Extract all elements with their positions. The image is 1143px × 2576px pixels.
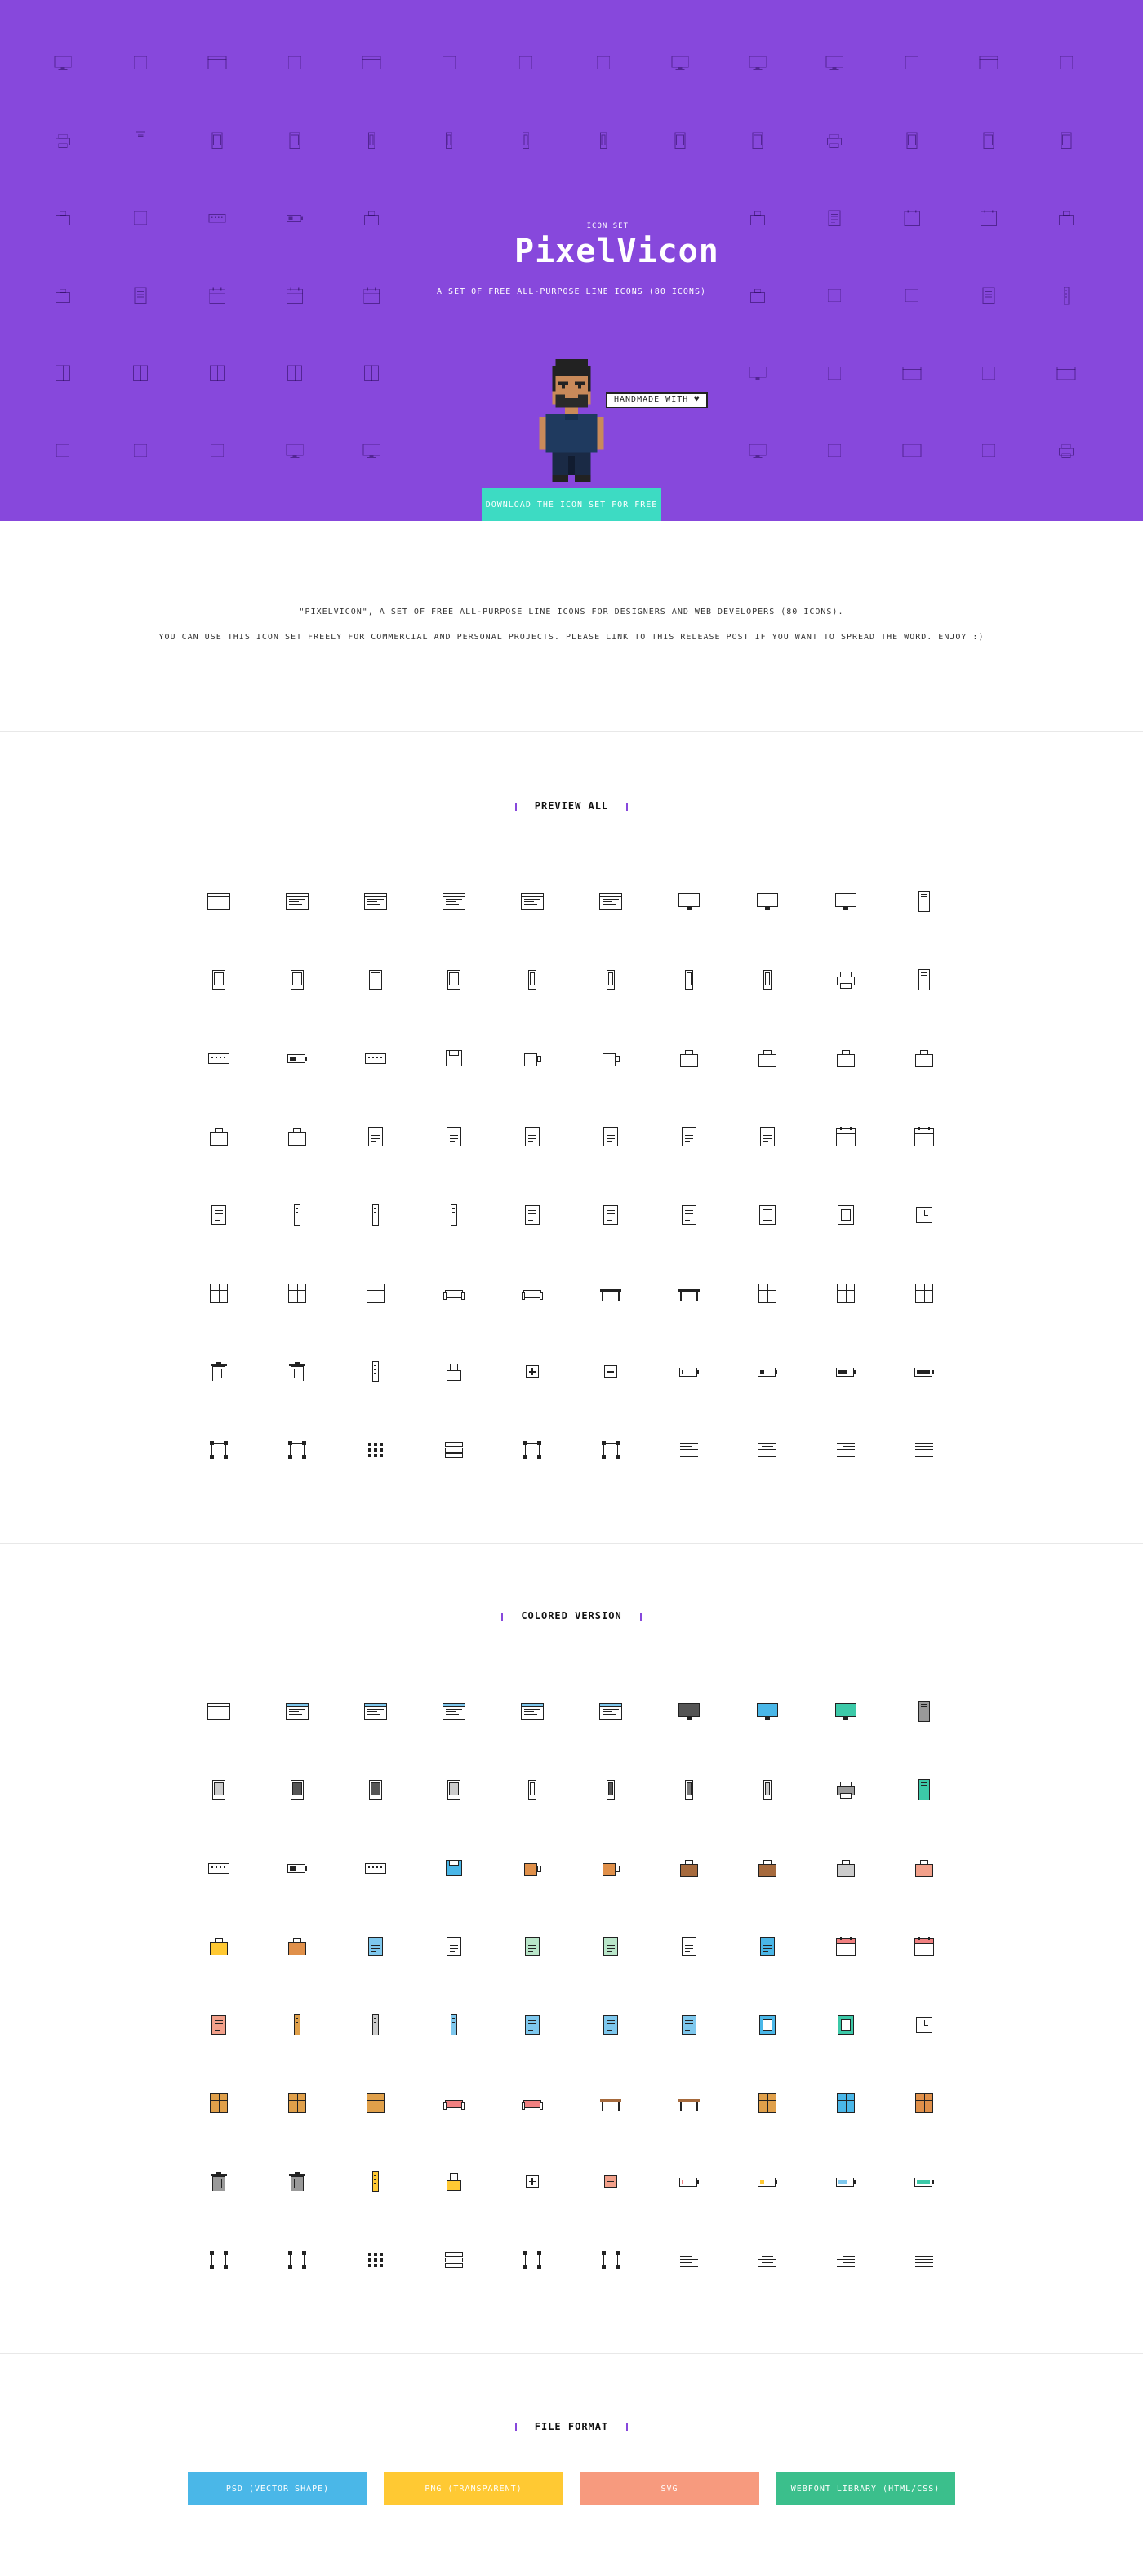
trash-can-icon[interactable]	[180, 1332, 258, 1411]
document-icon[interactable]	[728, 1907, 807, 1986]
background-wardrobe-icon	[51, 363, 75, 384]
stack-rows-icon[interactable]	[415, 1411, 493, 1489]
wardrobe-icon[interactable]	[180, 1254, 258, 1332]
printer-icon[interactable]	[807, 1751, 885, 1829]
laptop-icon[interactable]	[728, 1672, 807, 1751]
padlock-closed-icon[interactable]	[415, 1332, 493, 1411]
browser-window-icon[interactable]	[180, 862, 258, 941]
suitcase-icon[interactable]	[807, 1019, 885, 1097]
ruler-icon[interactable]	[258, 1176, 336, 1254]
vector-select-icon[interactable]	[180, 1411, 258, 1489]
background-calendar-icon	[976, 207, 1001, 229]
background-tablet-icon	[668, 130, 692, 151]
news-page-icon[interactable]	[650, 1986, 728, 2064]
armchair-icon[interactable]	[415, 1254, 493, 1332]
tea-cup-icon[interactable]	[572, 1019, 650, 1097]
background-window-icon	[205, 52, 229, 73]
hero-banner	[0, 0, 1143, 521]
padlock-open-icon[interactable]	[336, 2142, 415, 2221]
background-tower-icon	[128, 52, 153, 73]
toolbox-icon[interactable]	[728, 1019, 807, 1097]
sofa-icon[interactable]	[493, 2064, 572, 2142]
browser-list-icon[interactable]	[415, 862, 493, 941]
logo-title: PixelVicon	[514, 233, 719, 270]
vector-select-icon[interactable]	[180, 2221, 258, 2299]
background-window-icon	[900, 363, 924, 384]
text-page-icon[interactable]	[572, 1176, 650, 1254]
clipboard-check-icon[interactable]	[572, 1907, 650, 1986]
table-icon[interactable]	[650, 2064, 728, 2142]
padlock-closed-icon[interactable]	[415, 2142, 493, 2221]
coffee-mug-icon[interactable]	[493, 1019, 572, 1097]
background-clipboard-icon	[822, 207, 847, 229]
gift-box-icon[interactable]	[258, 1907, 336, 1986]
article-icon[interactable]	[493, 1176, 572, 1254]
tablet-home-icon[interactable]	[336, 941, 415, 1019]
background-phone-icon	[514, 130, 538, 151]
browser-window-icon[interactable]	[180, 1672, 258, 1751]
preview-title-text: PREVIEW ALL	[534, 800, 609, 812]
pixel-avatar-icon	[539, 359, 604, 488]
battery-charge-icon[interactable]	[258, 1019, 336, 1097]
marquee-select-icon[interactable]	[572, 2221, 650, 2299]
background-tower-icon	[822, 363, 847, 384]
background-bricks-icon	[359, 363, 384, 384]
briefcase-icon[interactable]	[650, 1829, 728, 1907]
monitor-icon[interactable]	[807, 1672, 885, 1751]
keyboard-icon[interactable]	[180, 1829, 258, 1907]
tablet-dark-icon[interactable]	[258, 1751, 336, 1829]
align-right-icon[interactable]	[807, 1411, 885, 1489]
background-window-icon	[900, 440, 924, 461]
align-center-icon[interactable]	[728, 2221, 807, 2299]
notebook-icon[interactable]	[415, 1097, 493, 1176]
desk-icon[interactable]	[572, 1254, 650, 1332]
background-phone-icon	[359, 130, 384, 151]
brick-wall-icon[interactable]	[885, 2064, 963, 2142]
suitcase-icon[interactable]	[807, 1829, 885, 1907]
logo	[514, 220, 719, 278]
background-laptop-icon	[359, 440, 384, 461]
format-title-text: FILE FORMAT	[534, 2421, 609, 2432]
background-window-icon	[1054, 363, 1079, 384]
window-frame-icon[interactable]	[807, 1254, 885, 1332]
handmade-badge: HANDMADE WITH ♥	[606, 392, 708, 408]
gift-box-icon[interactable]	[258, 1097, 336, 1176]
browser-grid-icon[interactable]	[493, 862, 572, 941]
imac-icon[interactable]	[650, 1672, 728, 1751]
background-bag-icon	[51, 207, 75, 229]
paint-brush-icon[interactable]	[336, 1176, 415, 1254]
gamepad-icon[interactable]	[336, 1019, 415, 1097]
keyboard-icon[interactable]	[180, 1019, 258, 1097]
background-calendar-icon	[900, 207, 924, 229]
table-icon[interactable]	[650, 1254, 728, 1332]
background-drawers-icon	[128, 363, 153, 384]
pen-icon[interactable]	[415, 1176, 493, 1254]
battery-empty-icon[interactable]	[650, 1332, 728, 1411]
webfont-format-button[interactable]: WEBFONT LIBRARY (HTML/CSS)	[776, 2472, 955, 2505]
trash-can-icon[interactable]	[180, 2142, 258, 2221]
window-frame-icon[interactable]	[807, 2064, 885, 2142]
toolbox-icon[interactable]	[728, 1829, 807, 1907]
divider	[0, 731, 1143, 732]
hero-tagline: A SET OF FREE ALL-PURPOSE LINE ICONS (80 ICONS)	[437, 287, 706, 296]
tablet-portrait-icon[interactable]	[180, 941, 258, 1019]
tablet-dark-icon[interactable]	[258, 941, 336, 1019]
crop-frame-icon[interactable]	[493, 2221, 572, 2299]
article-icon[interactable]	[493, 1986, 572, 2064]
background-layout-icon	[205, 440, 229, 461]
gamepad-icon[interactable]	[336, 1829, 415, 1907]
floppy-disk-icon[interactable]	[415, 1829, 493, 1907]
laptop-icon[interactable]	[728, 862, 807, 941]
format-section-title	[0, 2421, 1143, 2432]
crop-frame-icon[interactable]	[493, 1411, 572, 1489]
ipad-icon[interactable]	[415, 941, 493, 1019]
png-format-button[interactable]: PNG (TRANSPARENT)	[384, 2472, 563, 2505]
divider	[0, 2353, 1143, 2354]
vector-add-icon[interactable]	[258, 1411, 336, 1489]
logo-subtitle: ICON SET	[586, 222, 629, 230]
shopping-bag-icon[interactable]	[180, 1907, 258, 1986]
paint-brush-icon[interactable]	[336, 1986, 415, 2064]
marquee-select-icon[interactable]	[572, 1411, 650, 1489]
chest-of-drawers-icon[interactable]	[258, 2064, 336, 2142]
background-layout-icon	[1054, 52, 1079, 73]
briefcase-icon[interactable]	[650, 1019, 728, 1097]
add-box-icon[interactable]	[493, 2142, 572, 2221]
sofa-icon[interactable]	[493, 1254, 572, 1332]
battery-low-icon[interactable]	[728, 1332, 807, 1411]
background-laptop-icon	[745, 52, 770, 73]
browser-text-icon[interactable]	[336, 1672, 415, 1751]
background-medkit-icon	[128, 207, 153, 229]
title-bar-right	[626, 2423, 628, 2431]
background-layout-icon	[591, 52, 616, 73]
browser-apps-icon[interactable]	[572, 1672, 650, 1751]
chest-of-drawers-icon[interactable]	[258, 1254, 336, 1332]
calendar-date-icon[interactable]	[885, 1907, 963, 1986]
icon-grid-colored	[180, 1672, 963, 2299]
psd-format-button[interactable]: PSD (VECTOR SHAPE)	[188, 2472, 367, 2505]
calendar-date-icon[interactable]	[885, 1097, 963, 1176]
background-monitor-icon	[51, 52, 75, 73]
cabinet-icon[interactable]	[336, 2064, 415, 2142]
preview-section-title	[0, 800, 1143, 812]
background-layout-icon	[51, 440, 75, 461]
phone-icon[interactable]	[493, 1751, 572, 1829]
background-layout-icon	[437, 52, 461, 73]
cabinet-icon[interactable]	[336, 1254, 415, 1332]
intro-line-2: YOU CAN USE THIS ICON SET FREELY FOR COMMERCIAL AND PERSONAL PROJECTS. PLEASE LINK TO THIS RELEASE POST IF YOU WANT TO SPREAD THE WORD. ENJOY :)	[158, 633, 985, 642]
brick-wall-icon[interactable]	[885, 1254, 963, 1332]
background-calculator-icon	[128, 130, 153, 151]
calculator-icon[interactable]	[885, 1751, 963, 1829]
svg-format-button[interactable]: SVG	[580, 2472, 759, 2505]
pc-tower-icon[interactable]	[885, 862, 963, 941]
background-window-icon	[359, 52, 384, 73]
title-bar-left	[515, 803, 517, 811]
spiral-notebook-icon[interactable]	[180, 1986, 258, 2064]
align-right-icon[interactable]	[807, 2221, 885, 2299]
coffee-mug-icon[interactable]	[493, 1829, 572, 1907]
colored-title-text: COLORED VERSION	[521, 1610, 622, 1622]
background-grid-icon	[514, 52, 538, 73]
background-bag-icon	[1054, 207, 1079, 229]
monitor-icon[interactable]	[807, 862, 885, 941]
add-box-icon[interactable]	[493, 1332, 572, 1411]
title-bar-right	[626, 803, 628, 811]
stack-rows-icon[interactable]	[415, 2221, 493, 2299]
pen-icon[interactable]	[415, 1986, 493, 2064]
desk-icon[interactable]	[572, 2064, 650, 2142]
background-keyboard-icon	[205, 207, 229, 229]
background-monitor-icon	[745, 440, 770, 461]
background-tablet-icon	[1054, 130, 1079, 151]
notepad-icon[interactable]	[336, 1097, 415, 1176]
dot-grid-icon[interactable]	[336, 2221, 415, 2299]
background-monitor-icon	[745, 363, 770, 384]
background-monitor-icon	[282, 440, 307, 461]
clipboard-icon[interactable]	[493, 1907, 572, 1986]
title-bar-left	[501, 1613, 503, 1621]
photo-stack-icon[interactable]	[807, 1176, 885, 1254]
background-tablet-icon	[282, 130, 307, 151]
door-icon[interactable]	[728, 1254, 807, 1332]
background-layout-icon	[976, 440, 1001, 461]
browser-text-icon[interactable]	[336, 862, 415, 941]
align-justify-icon[interactable]	[885, 1411, 963, 1489]
calendar-icon[interactable]	[807, 1097, 885, 1176]
remove-box-icon[interactable]	[572, 1332, 650, 1411]
background-tower-icon	[900, 52, 924, 73]
first-aid-kit-icon[interactable]	[885, 1019, 963, 1097]
divider	[0, 1543, 1143, 1544]
wardrobe-icon[interactable]	[180, 2064, 258, 2142]
dot-grid-icon[interactable]	[336, 1411, 415, 1489]
clipboard-check-icon[interactable]	[572, 1097, 650, 1176]
ruler-icon[interactable]	[258, 1986, 336, 2064]
calculator-icon[interactable]	[885, 941, 963, 1019]
printer-icon[interactable]	[807, 941, 885, 1019]
background-monitor-icon	[668, 52, 692, 73]
background-tablet-icon	[745, 130, 770, 151]
background-bag-icon	[745, 207, 770, 229]
phone-dark-icon[interactable]	[572, 941, 650, 1019]
phone-home-icon[interactable]	[650, 941, 728, 1019]
phone-dark-icon[interactable]	[572, 1751, 650, 1829]
background-tablet-icon	[976, 130, 1001, 151]
background-door-icon	[205, 363, 229, 384]
align-left-icon[interactable]	[650, 1411, 728, 1489]
clipboard-icon[interactable]	[493, 1097, 572, 1176]
align-justify-icon[interactable]	[885, 2221, 963, 2299]
notebook-icon[interactable]	[415, 1907, 493, 1986]
colored-section-title	[0, 1610, 1143, 1622]
phone-frame-icon[interactable]	[728, 1751, 807, 1829]
text-page-icon[interactable]	[572, 1986, 650, 2064]
battery-medium-icon[interactable]	[807, 2142, 885, 2221]
background-printer-icon	[1054, 440, 1079, 461]
remove-box-icon[interactable]	[572, 2142, 650, 2221]
document-icon[interactable]	[728, 1097, 807, 1176]
pc-tower-icon[interactable]	[885, 1672, 963, 1751]
background-monitor-icon	[822, 52, 847, 73]
tablet-portrait-icon[interactable]	[180, 1751, 258, 1829]
background-window-frame-icon	[282, 363, 307, 384]
background-layout-icon	[282, 52, 307, 73]
background-tablet-icon	[205, 130, 229, 151]
browser-apps-icon[interactable]	[572, 862, 650, 941]
align-left-icon[interactable]	[650, 2221, 728, 2299]
trash-bin-icon[interactable]	[258, 2142, 336, 2221]
intro-line-1: "PIXELVICON", A SET OF FREE ALL-PURPOSE LINE ICONS FOR DESIGNERS AND WEB DEVELOPERS (80 ICONS).	[299, 607, 844, 616]
battery-full-icon[interactable]	[885, 1332, 963, 1411]
wall-clock-icon[interactable]	[885, 1986, 963, 2064]
trash-bin-icon[interactable]	[258, 1332, 336, 1411]
background-phone-icon	[591, 130, 616, 151]
background-tablet-icon	[900, 130, 924, 151]
browser-layout-icon[interactable]	[258, 1672, 336, 1751]
background-tower-icon	[822, 440, 847, 461]
phone-home-icon[interactable]	[650, 1751, 728, 1829]
background-battery-icon	[282, 207, 307, 229]
background-layout-icon	[976, 363, 1001, 384]
first-aid-kit-icon[interactable]	[885, 1829, 963, 1907]
download-button[interactable]: DOWNLOAD THE ICON SET FOR FREE	[482, 488, 661, 521]
battery-charge-icon[interactable]	[258, 1829, 336, 1907]
notepad-icon[interactable]	[336, 1907, 415, 1986]
door-icon[interactable]	[728, 2064, 807, 2142]
film-strip-icon[interactable]	[728, 1176, 807, 1254]
ipad-icon[interactable]	[415, 1751, 493, 1829]
background-grid-icon	[128, 440, 153, 461]
battery-full-icon[interactable]	[885, 2142, 963, 2221]
icon-grid-preview	[180, 862, 963, 1489]
browser-grid-icon[interactable]	[493, 1672, 572, 1751]
calendar-icon[interactable]	[807, 1907, 885, 1986]
clipboard-blank-icon[interactable]	[650, 1907, 728, 1986]
padlock-open-icon[interactable]	[336, 1332, 415, 1411]
floppy-disk-icon[interactable]	[415, 1019, 493, 1097]
browser-list-icon[interactable]	[415, 1672, 493, 1751]
background-phone-icon	[437, 130, 461, 151]
background-printer-icon	[51, 130, 75, 151]
battery-low-icon[interactable]	[728, 2142, 807, 2221]
background-briefcase-icon	[359, 207, 384, 229]
phone-icon[interactable]	[493, 941, 572, 1019]
battery-empty-icon[interactable]	[650, 2142, 728, 2221]
clipboard-blank-icon[interactable]	[650, 1097, 728, 1176]
wall-clock-icon[interactable]	[885, 1176, 963, 1254]
photo-stack-icon[interactable]	[807, 1986, 885, 2064]
imac-icon[interactable]	[650, 862, 728, 941]
spiral-notebook-icon[interactable]	[180, 1176, 258, 1254]
news-page-icon[interactable]	[650, 1176, 728, 1254]
title-bar-left	[515, 2423, 517, 2431]
battery-medium-icon[interactable]	[807, 1332, 885, 1411]
title-bar-right	[640, 1613, 642, 1621]
film-strip-icon[interactable]	[728, 1986, 807, 2064]
vector-add-icon[interactable]	[258, 2221, 336, 2299]
browser-layout-icon[interactable]	[258, 862, 336, 941]
align-center-icon[interactable]	[728, 1411, 807, 1489]
armchair-icon[interactable]	[415, 2064, 493, 2142]
background-printer-icon	[822, 130, 847, 151]
shopping-bag-icon[interactable]	[180, 1097, 258, 1176]
phone-frame-icon[interactable]	[728, 941, 807, 1019]
tablet-home-icon[interactable]	[336, 1751, 415, 1829]
tea-cup-icon[interactable]	[572, 1829, 650, 1907]
background-window-icon	[976, 52, 1001, 73]
